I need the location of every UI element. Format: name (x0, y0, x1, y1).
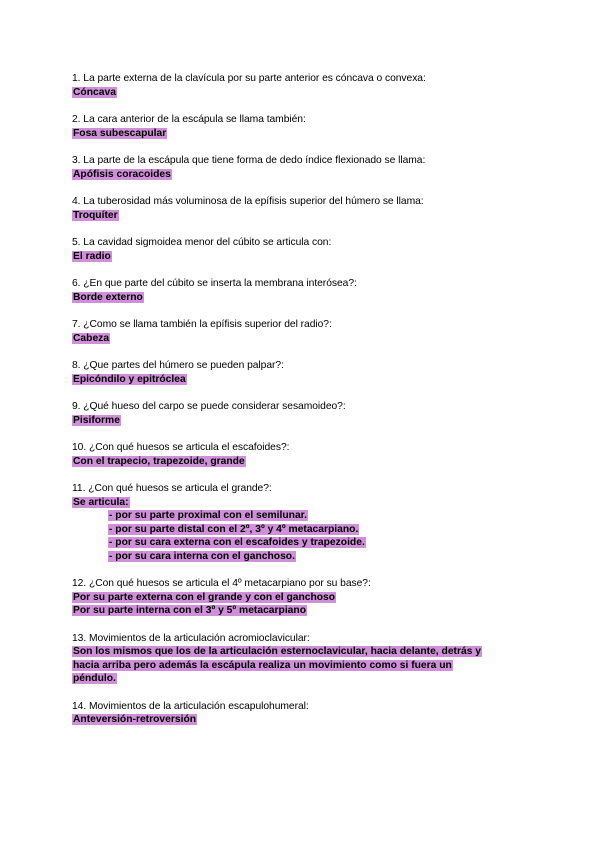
answer-line (72, 332, 532, 346)
question-text: 7. ¿Como se llama también la epífisis superior del radio?: (72, 319, 332, 330)
answer-line (72, 209, 532, 223)
question-block-8 (72, 359, 532, 386)
question-block-4 (72, 195, 532, 222)
answer-line (72, 250, 532, 264)
answer-line (72, 713, 532, 727)
answer-line (72, 373, 532, 387)
answer-text: Troquíter (73, 209, 118, 221)
question-block-11 (72, 482, 532, 563)
question-text: 5. La cavidad sigmoidea menor del cúbito se articula con: (72, 237, 332, 248)
question-text: 8. ¿Que partes del húmero se pueden palpar?: (72, 360, 284, 371)
answer-text: hacia arriba pero además la escápula realiza un movimiento como si fuera un (73, 659, 452, 671)
answer-bullet (72, 509, 532, 523)
answer-line (72, 127, 532, 141)
question-block-3 (72, 154, 532, 181)
question-text: 12. ¿Con qué huesos se articula el 4º metacarpiano por su base?: (72, 578, 371, 589)
answer-line (72, 672, 532, 686)
question-block-5 (72, 236, 532, 263)
answer-line (72, 645, 532, 659)
answer-text: Se articula: (73, 496, 129, 508)
answer-bullet (72, 550, 532, 564)
question-block-6 (72, 277, 532, 304)
answer-text: Son los mismos que los de la articulación esternoclavicular, hacia delante, detrás y (73, 646, 482, 657)
answer-bullet-text: - por su cara interna con el ganchoso. (109, 550, 295, 562)
answer-line (72, 659, 532, 673)
answer-text: El radio (73, 250, 111, 262)
answer-text: Borde externo (73, 291, 143, 303)
answer-text: Pisiforme (73, 414, 120, 426)
question-text: 3. La parte de la escápula que tiene forma de dedo índice flexionado se llama: (72, 155, 426, 166)
question-text: 11. ¿Con qué huesos se articula el grande?: (72, 483, 272, 494)
question-block-13 (72, 632, 532, 686)
answer-line (72, 455, 532, 469)
answer-bullet-text: - por su cara externa con el escafoides y trapezoide. (109, 537, 365, 548)
answer-text: Con el trapecio, trapezoide, grande (73, 455, 245, 467)
answer-bullet-text: - por su parte proximal con el semilunar. (109, 510, 307, 521)
question-text: 6. ¿En que parte del cúbito se inserta la membrana interósea?: (72, 278, 357, 289)
answer-text: péndulo. (73, 673, 116, 684)
question-block-9 (72, 400, 532, 427)
answer-text: Por su parte externa con el grande y con el ganchoso (73, 591, 336, 603)
answer-bullet-text: - por su parte distal con el 2º, 3º y 4º metacarpiano. (109, 523, 359, 535)
answer-text: Cabeza (73, 332, 110, 344)
answer-text: Anteversión-retroversión (73, 714, 197, 725)
question-text: 10. ¿Con qué huesos se articula el escafoides?: (72, 442, 290, 453)
question-text: 2. La cara anterior de la escápula se llama también: (72, 114, 306, 125)
question-block-12 (72, 577, 532, 618)
question-block-14 (72, 700, 532, 727)
answer-line (72, 591, 532, 605)
question-block-1 (72, 72, 532, 99)
question-text: 4. La tuberosidad más voluminosa de la epífisis superior del húmero se llama: (72, 196, 424, 207)
answer-line (72, 604, 532, 618)
document-page (72, 72, 532, 741)
answer-text: Fosa subescapular (73, 127, 167, 139)
answer-bullet (72, 523, 532, 537)
question-text: 14. Movimientos de la articulación escapulohumeral: (72, 700, 309, 712)
answer-line (72, 496, 532, 510)
answer-line (72, 86, 532, 100)
answer-text: Epicóndilo y epitróclea (73, 373, 186, 385)
question-text: 9. ¿Qué hueso del carpo se puede considerar sesamoideo?: (72, 401, 346, 412)
answer-line (72, 414, 532, 428)
answer-text: Cóncava (73, 86, 116, 98)
question-text: 1. La parte externa de la clavícula por su parte anterior es cóncava o convexa: (72, 73, 426, 84)
question-block-7 (72, 318, 532, 345)
question-block-2 (72, 113, 532, 140)
answer-text: Apófisis coracoides (73, 168, 171, 180)
answer-line (72, 291, 532, 305)
question-text: 13. Movimientos de la articulación acromioclavicular: (72, 632, 310, 644)
answer-bullet (72, 536, 532, 550)
answer-text: Por su parte interna con el 3º y 5º metacarpiano (73, 605, 306, 616)
question-block-10 (72, 441, 532, 468)
answer-line (72, 168, 532, 182)
